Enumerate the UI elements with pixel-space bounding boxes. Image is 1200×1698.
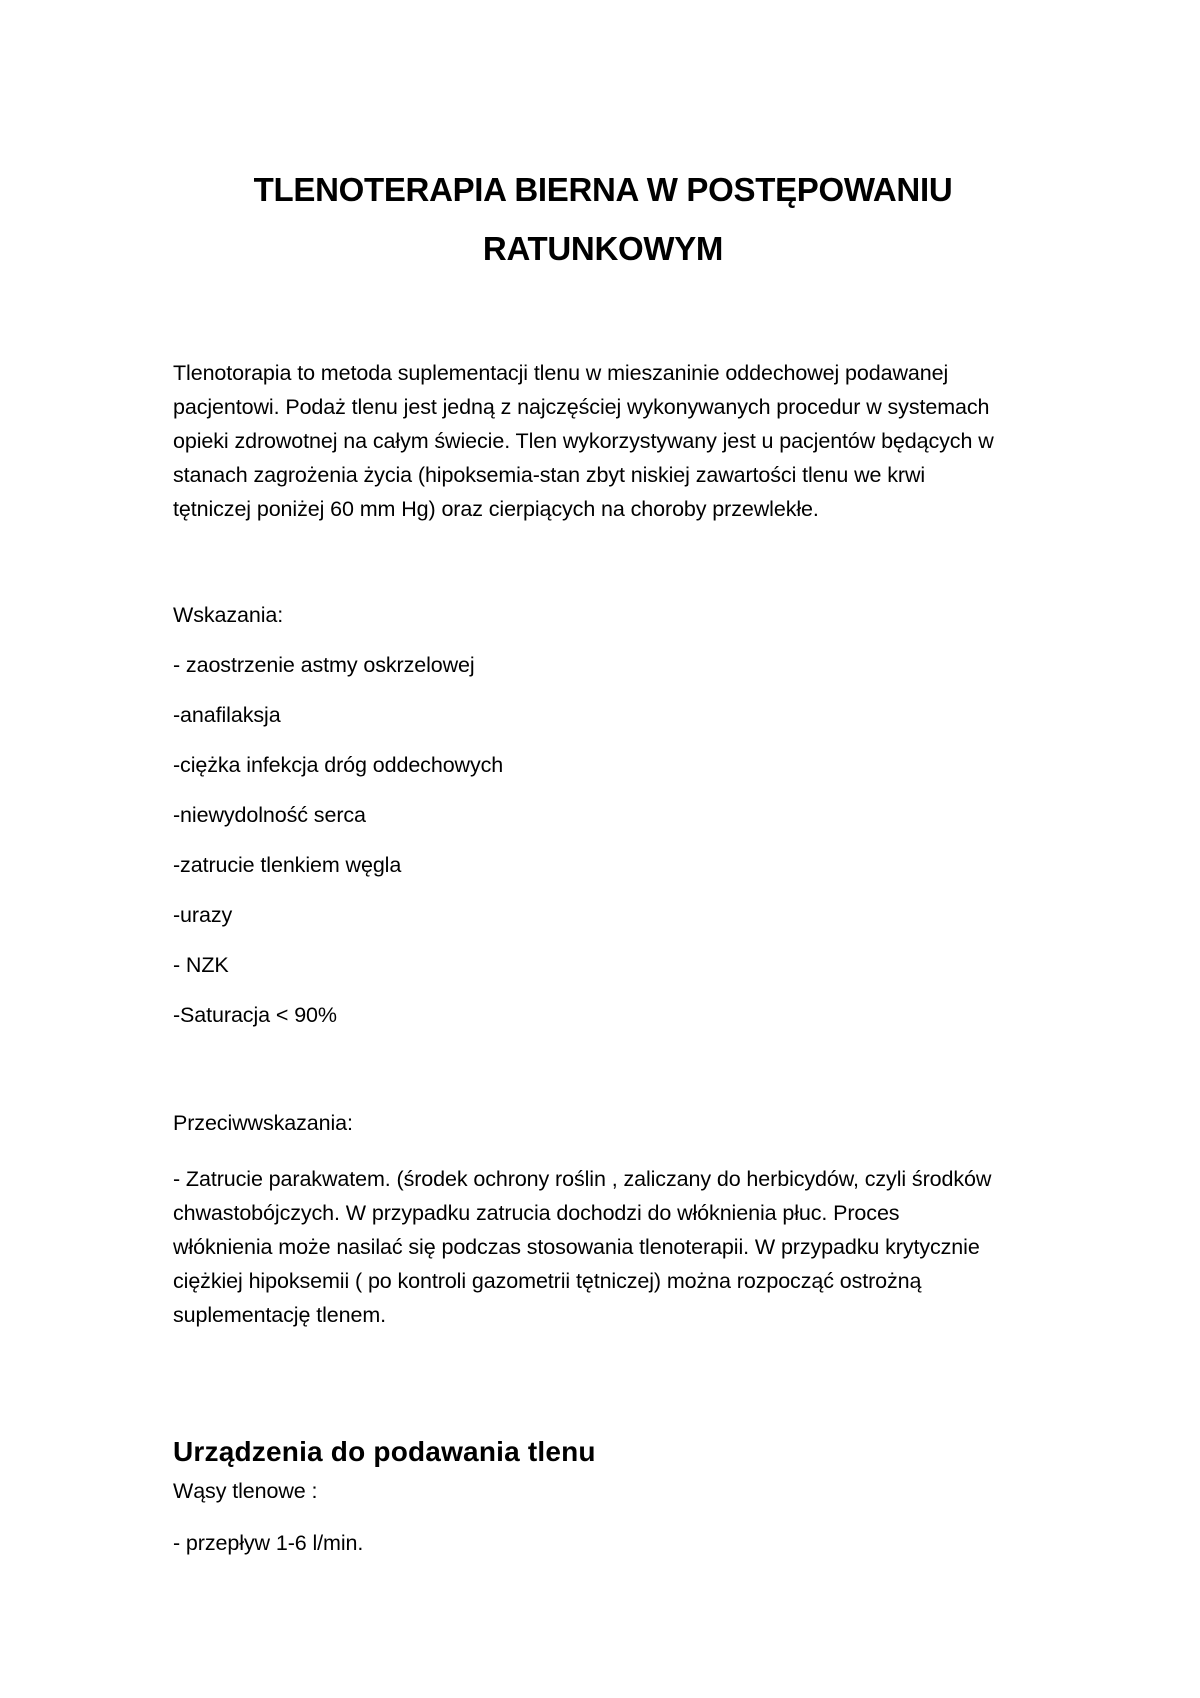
indications-heading: Wskazania: [173, 603, 284, 627]
indication-item: -zatrucie tlenkiem węgla [173, 853, 402, 877]
contraindications-line: włóknienia może nasilać się podczas stosowania tlenoterapii. W przypadku krytycznie [173, 1235, 980, 1259]
contraindications-line: suplementację tlenem. [173, 1303, 387, 1327]
contraindications-paragraph [173, 1162, 1053, 1332]
intro-paragraph [173, 356, 1053, 526]
intro-paragraph-line: opieki zdrowotnej na całym świecie. Tlen wykorzystywany jest u pacjentów będących w [173, 429, 994, 453]
indications-list [173, 648, 503, 1048]
devices-subheading: Wąsy tlenowe : [173, 1479, 318, 1503]
indication-item: -anafilaksja [173, 703, 281, 727]
intro-paragraph-line: stanach zagrożenia życia (hipoksemia-stan zbyt niskiej zawartości tlenu we krwi [173, 463, 926, 487]
contraindications-heading: Przeciwwskazania: [173, 1111, 353, 1135]
indication-item: -niewydolność serca [173, 803, 366, 827]
document-title [173, 160, 1033, 278]
intro-paragraph-line: Tlenotorapia to metoda suplementacji tlenu w mieszaninie oddechowej podawanej [173, 361, 949, 385]
device-item: - przepływ 1-6 l/min. [173, 1531, 364, 1555]
indication-item: -ciężka infekcja dróg oddechowych [173, 753, 504, 777]
contraindications-line: chwastobójczych. W przypadku zatrucia dochodzi do włóknienia płuc. Proces [173, 1201, 900, 1225]
devices-list [173, 1526, 363, 1560]
document-title-line-1: TLENOTERAPIA BIERNA W POSTĘPOWANIU [253, 171, 953, 209]
document-title-line-2: RATUNKOWYM [482, 230, 724, 268]
indication-item: -urazy [173, 903, 233, 927]
devices-section-heading: Urządzenia do podawania tlenu [173, 1436, 596, 1468]
indication-item: - NZK [173, 953, 229, 977]
indication-item: - zaostrzenie astmy oskrzelowej [173, 653, 475, 677]
intro-paragraph-line: pacjentowi. Podaż tlenu jest jedną z najczęściej wykonywanych procedur w systemach [173, 395, 990, 419]
indication-item: -Saturacja < 90% [173, 1003, 337, 1027]
contraindications-line: - Zatrucie parakwatem. (środek ochrony roślin , zaliczany do herbicydów, czyli środków [173, 1167, 992, 1191]
contraindications-line: ciężkiej hipoksemii ( po kontroli gazometrii tętniczej) można rozpocząć ostrożną [173, 1269, 922, 1293]
intro-paragraph-line: tętniczej poniżej 60 mm Hg) oraz cierpiących na choroby przewlekłe. [173, 497, 819, 521]
